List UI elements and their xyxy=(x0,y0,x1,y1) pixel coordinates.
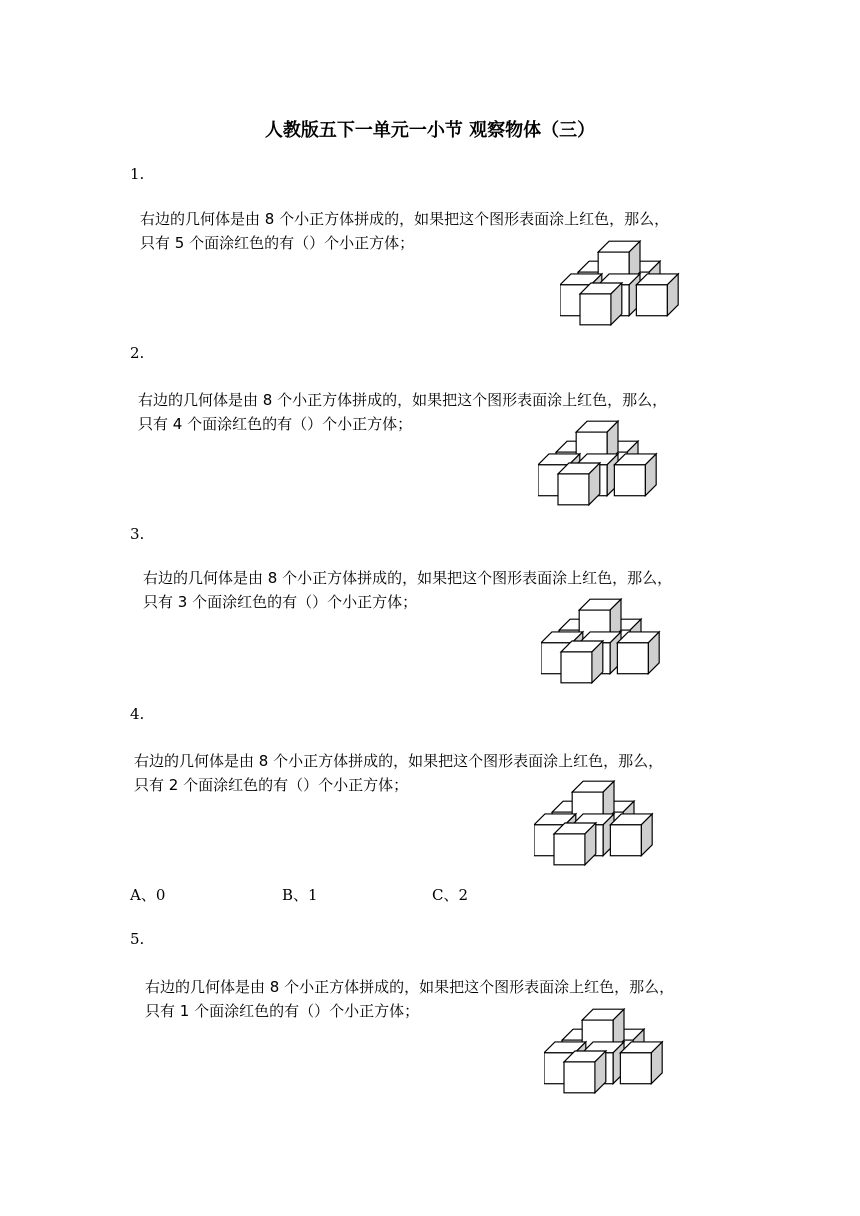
question-2-line-2: 只有 4 个面涂红色的有（）个小正方体； xyxy=(138,415,413,433)
question-2-number: 2. xyxy=(130,344,145,362)
question-2-cube-figure xyxy=(538,416,658,510)
question-5-cube-figure xyxy=(544,1004,664,1098)
question-1-line-2: 只有 5 个面涂红色的有（）个小正方体； xyxy=(140,234,415,252)
option-a[interactable]: A、0 xyxy=(130,886,166,904)
question-3-line-2: 只有 3 个面涂红色的有（）个小正方体； xyxy=(143,593,418,611)
question-4-cube-figure xyxy=(534,776,654,870)
question-4-line-2: 只有 2 个面涂红色的有（）个小正方体； xyxy=(134,776,409,794)
option-c[interactable]: C、2 xyxy=(432,886,469,904)
question-5-number: 5. xyxy=(130,930,145,948)
question-4-number: 4. xyxy=(130,705,145,723)
question-5-line-2: 只有 1 个面涂红色的有（）个小正方体； xyxy=(145,1002,420,1020)
question-3-cube-figure xyxy=(541,594,661,688)
page-title: 人教版五下一单元一小节 观察物体（三） xyxy=(264,120,596,141)
question-1-number: 1. xyxy=(130,165,145,183)
option-b[interactable]: B、1 xyxy=(282,886,318,904)
question-1-cube-figure xyxy=(560,236,680,330)
question-3-number: 3. xyxy=(130,525,145,543)
question-3-line-1: 右边的几何体是由 8 个小正方体拼成的，如果把这个图形表面涂上红色，那么， xyxy=(143,569,673,587)
question-2-line-1: 右边的几何体是由 8 个小正方体拼成的，如果把这个图形表面涂上红色，那么， xyxy=(138,391,668,409)
question-4-line-1: 右边的几何体是由 8 个小正方体拼成的，如果把这个图形表面涂上红色，那么， xyxy=(134,752,664,770)
question-5-line-1: 右边的几何体是由 8 个小正方体拼成的，如果把这个图形表面涂上红色，那么， xyxy=(145,978,675,996)
question-1-line-1: 右边的几何体是由 8 个小正方体拼成的，如果把这个图形表面涂上红色，那么， xyxy=(140,210,670,228)
